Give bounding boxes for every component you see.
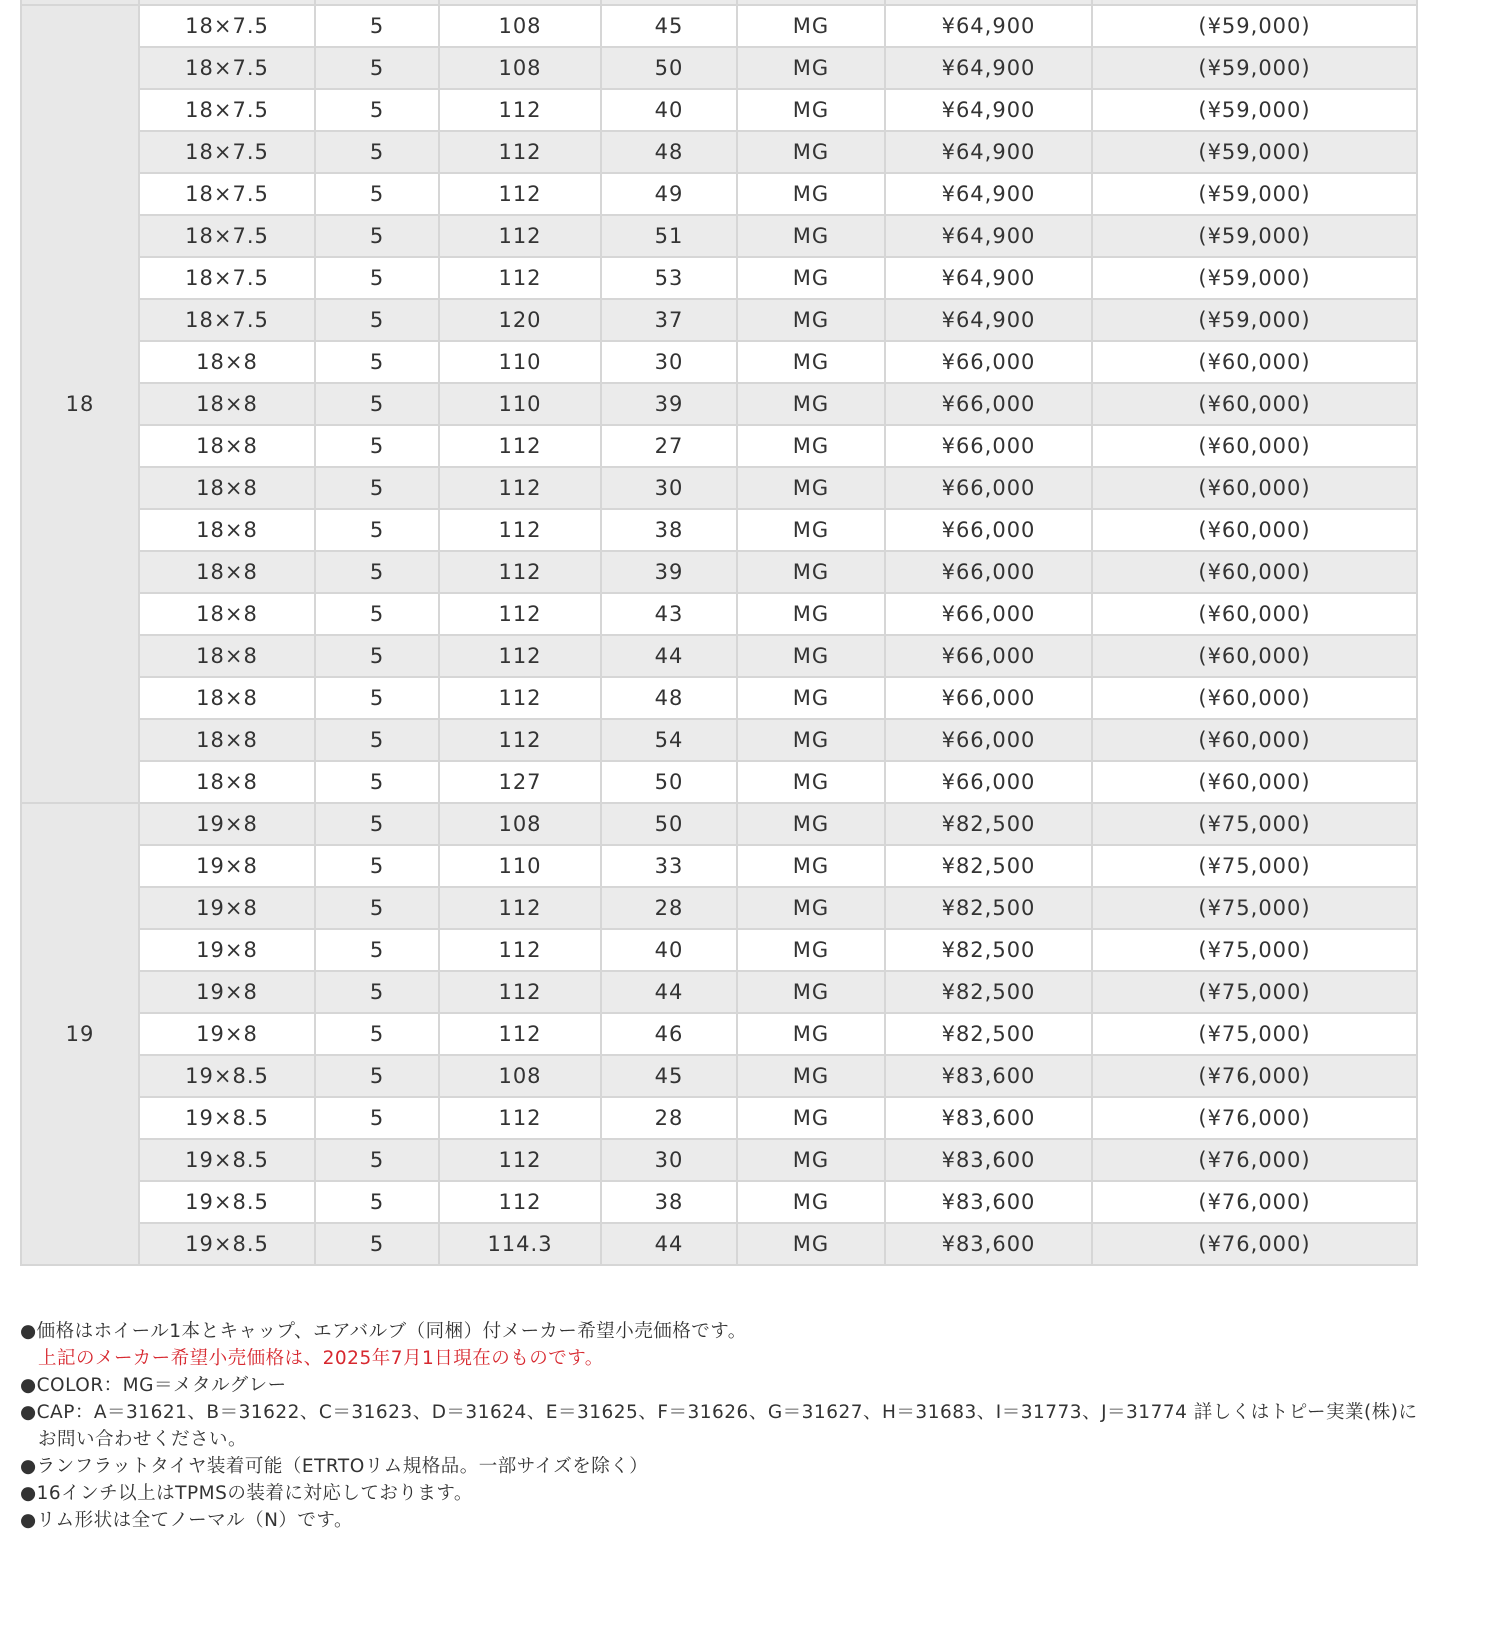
size-cell: 19×8 — [139, 929, 315, 971]
inset-cell: 49 — [601, 173, 737, 215]
size-cell: 19×8.5 — [139, 1055, 315, 1097]
color-cell: MG — [737, 425, 885, 467]
holes-cell: 5 — [315, 215, 439, 257]
pcd-cell: 112 — [439, 1139, 601, 1181]
color-cell: MG — [737, 341, 885, 383]
holes-cell: 5 — [315, 425, 439, 467]
inset-cell: 30 — [601, 341, 737, 383]
color-cell: MG — [737, 1139, 885, 1181]
color-cell: MG — [737, 257, 885, 299]
inset-cell: 45 — [601, 1055, 737, 1097]
holes-cell: 5 — [315, 509, 439, 551]
holes-cell: 5 — [315, 173, 439, 215]
color-cell: MG — [737, 509, 885, 551]
table-row — [21, 383, 1417, 425]
inset-cell: 44 — [601, 1223, 737, 1265]
table-row — [21, 1097, 1417, 1139]
price-ex-tax-cell: (¥76,000) — [1092, 1223, 1417, 1265]
price-cell: ¥66,000 — [885, 341, 1092, 383]
size-cell: 18×8 — [139, 509, 315, 551]
rim-note: ●リム形状は全てノーマル（N）です。 — [20, 1510, 353, 1531]
pcd-cell: 112 — [439, 215, 601, 257]
holes-cell: 5 — [315, 467, 439, 509]
price-ex-tax-cell: (¥59,000) — [1092, 173, 1417, 215]
price-ex-tax-cell: (¥59,000) — [1092, 257, 1417, 299]
color-cell: MG — [737, 971, 885, 1013]
price-ex-tax-cell: (¥75,000) — [1092, 887, 1417, 929]
pcd-cell: 112 — [439, 1097, 601, 1139]
price-ex-tax-cell: (¥76,000) — [1092, 1181, 1417, 1223]
color-cell: MG — [737, 719, 885, 761]
pcd-cell: 110 — [439, 845, 601, 887]
size-cell: 19×8 — [139, 887, 315, 929]
wheel-spec-table — [20, 0, 1418, 1266]
notes-section — [20, 1318, 1420, 1534]
inset-cell: 48 — [601, 677, 737, 719]
holes-cell: 5 — [315, 929, 439, 971]
table-row — [21, 971, 1417, 1013]
color-cell: MG — [737, 89, 885, 131]
pcd-cell: 108 — [439, 47, 601, 89]
price-cell: ¥66,000 — [885, 761, 1092, 803]
table-row — [21, 341, 1417, 383]
holes-cell: 5 — [315, 677, 439, 719]
holes-cell: 5 — [315, 803, 439, 845]
price-ex-tax-cell: (¥75,000) — [1092, 971, 1417, 1013]
holes-cell: 5 — [315, 1055, 439, 1097]
price-ex-tax-cell: (¥75,000) — [1092, 929, 1417, 971]
pcd-cell: 112 — [439, 887, 601, 929]
size-cell: 19×8.5 — [139, 1139, 315, 1181]
spec-table-body — [21, 0, 1417, 1265]
pcd-cell: 108 — [439, 1055, 601, 1097]
price-cell: ¥66,000 — [885, 425, 1092, 467]
size-cell: 18×7.5 — [139, 5, 315, 47]
color-cell: MG — [737, 1055, 885, 1097]
size-cell: 19×8 — [139, 803, 315, 845]
table-row — [21, 761, 1417, 803]
holes-cell: 5 — [315, 1139, 439, 1181]
price-cell: ¥66,000 — [885, 551, 1092, 593]
price-ex-tax-cell: (¥60,000) — [1092, 719, 1417, 761]
table-row — [21, 425, 1417, 467]
color-cell: MG — [737, 761, 885, 803]
price-cell: ¥66,000 — [885, 509, 1092, 551]
holes-cell: 5 — [315, 257, 439, 299]
table-row — [21, 929, 1417, 971]
price-ex-tax-cell: (¥60,000) — [1092, 551, 1417, 593]
table-row — [21, 1013, 1417, 1055]
price-ex-tax-cell: (¥59,000) — [1092, 215, 1417, 257]
price-cell: ¥82,500 — [885, 845, 1092, 887]
price-cell: ¥82,500 — [885, 971, 1092, 1013]
inset-cell: 39 — [601, 551, 737, 593]
table-row — [21, 887, 1417, 929]
table-row — [21, 47, 1417, 89]
color-cell: MG — [737, 929, 885, 971]
rim-diameter-cell: 19 — [21, 803, 139, 1265]
table-row — [21, 551, 1417, 593]
holes-cell: 5 — [315, 719, 439, 761]
holes-cell: 5 — [315, 383, 439, 425]
size-cell: 18×8 — [139, 761, 315, 803]
rim-diameter-cell: 18 — [21, 5, 139, 803]
inset-cell: 39 — [601, 383, 737, 425]
price-ex-tax-cell: (¥59,000) — [1092, 5, 1417, 47]
holes-cell: 5 — [315, 1223, 439, 1265]
pcd-cell: 112 — [439, 971, 601, 1013]
table-row — [21, 677, 1417, 719]
size-cell: 18×7.5 — [139, 257, 315, 299]
price-ex-tax-cell: (¥60,000) — [1092, 509, 1417, 551]
table-row — [21, 635, 1417, 677]
pcd-cell: 112 — [439, 131, 601, 173]
price-ex-tax-cell: (¥75,000) — [1092, 1013, 1417, 1055]
pcd-cell: 114.3 — [439, 1223, 601, 1265]
holes-cell: 5 — [315, 971, 439, 1013]
price-ex-tax-cell: (¥60,000) — [1092, 761, 1417, 803]
price-cell: ¥64,900 — [885, 215, 1092, 257]
price-cell: ¥64,900 — [885, 5, 1092, 47]
inset-cell: 28 — [601, 1097, 737, 1139]
price-ex-tax-cell: (¥76,000) — [1092, 1139, 1417, 1181]
price-cell: ¥66,000 — [885, 719, 1092, 761]
price-cell: ¥83,600 — [885, 1223, 1092, 1265]
table-row — [21, 5, 1417, 47]
inset-cell: 50 — [601, 761, 737, 803]
pcd-cell: 112 — [439, 677, 601, 719]
table-row — [21, 719, 1417, 761]
size-cell: 19×8 — [139, 845, 315, 887]
holes-cell: 5 — [315, 593, 439, 635]
inset-cell: 38 — [601, 509, 737, 551]
color-cell: MG — [737, 1013, 885, 1055]
size-cell: 18×7.5 — [139, 131, 315, 173]
table-row — [21, 593, 1417, 635]
price-ex-tax-cell: (¥76,000) — [1092, 1097, 1417, 1139]
pcd-cell: 112 — [439, 1181, 601, 1223]
price-cell: ¥82,500 — [885, 803, 1092, 845]
color-cell: MG — [737, 5, 885, 47]
color-cell: MG — [737, 1097, 885, 1139]
table-row — [21, 1055, 1417, 1097]
price-ex-tax-cell: (¥59,000) — [1092, 131, 1417, 173]
size-cell: 18×8 — [139, 425, 315, 467]
inset-cell: 51 — [601, 215, 737, 257]
inset-cell: 27 — [601, 425, 737, 467]
price-cell: ¥64,900 — [885, 173, 1092, 215]
pcd-cell: 110 — [439, 383, 601, 425]
inset-cell: 44 — [601, 971, 737, 1013]
price-ex-tax-cell: (¥59,000) — [1092, 89, 1417, 131]
color-cell: MG — [737, 383, 885, 425]
price-cell: ¥64,900 — [885, 47, 1092, 89]
inset-cell: 38 — [601, 1181, 737, 1223]
inset-cell: 48 — [601, 131, 737, 173]
holes-cell: 5 — [315, 341, 439, 383]
cap-note: ●CAP：A＝31621、B＝31622、C＝31623、D＝31624、E＝31625、F＝31626、G＝31627、H＝31683、I＝31773、J＝31774 詳しくはトピー実業(株)にお問い合わせください。 — [20, 1402, 1418, 1450]
table-row — [21, 173, 1417, 215]
inset-cell: 46 — [601, 1013, 737, 1055]
pcd-cell: 112 — [439, 719, 601, 761]
size-cell: 18×8 — [139, 551, 315, 593]
price-ex-tax-cell: (¥60,000) — [1092, 383, 1417, 425]
price-ex-tax-cell: (¥75,000) — [1092, 803, 1417, 845]
table-row — [21, 803, 1417, 845]
size-cell: 18×7.5 — [139, 299, 315, 341]
inset-cell: 43 — [601, 593, 737, 635]
table-row — [21, 1139, 1417, 1181]
size-cell: 18×8 — [139, 341, 315, 383]
holes-cell: 5 — [315, 47, 439, 89]
table-row — [21, 845, 1417, 887]
price-ex-tax-cell: (¥60,000) — [1092, 467, 1417, 509]
size-cell: 18×7.5 — [139, 47, 315, 89]
pcd-cell: 112 — [439, 593, 601, 635]
price-ex-tax-cell: (¥60,000) — [1092, 635, 1417, 677]
price-ex-tax-cell: (¥76,000) — [1092, 1055, 1417, 1097]
color-cell: MG — [737, 1181, 885, 1223]
pcd-cell: 112 — [439, 173, 601, 215]
color-cell: MG — [737, 173, 885, 215]
inset-cell: 30 — [601, 1139, 737, 1181]
holes-cell: 5 — [315, 1181, 439, 1223]
size-cell: 18×8 — [139, 719, 315, 761]
inset-cell: 33 — [601, 845, 737, 887]
size-cell: 18×8 — [139, 467, 315, 509]
size-cell: 19×8.5 — [139, 1181, 315, 1223]
holes-cell: 5 — [315, 299, 439, 341]
size-cell: 18×7.5 — [139, 89, 315, 131]
inset-cell: 45 — [601, 5, 737, 47]
pcd-cell: 112 — [439, 551, 601, 593]
pcd-cell: 112 — [439, 425, 601, 467]
size-cell: 18×8 — [139, 383, 315, 425]
price-cell: ¥66,000 — [885, 677, 1092, 719]
price-cell: ¥64,900 — [885, 89, 1092, 131]
table-row — [21, 1181, 1417, 1223]
pcd-cell: 112 — [439, 509, 601, 551]
holes-cell: 5 — [315, 1013, 439, 1055]
price-cell: ¥64,900 — [885, 257, 1092, 299]
color-cell: MG — [737, 845, 885, 887]
holes-cell: 5 — [315, 551, 439, 593]
table-row — [21, 131, 1417, 173]
size-cell: 18×7.5 — [139, 215, 315, 257]
size-cell: 19×8.5 — [139, 1097, 315, 1139]
runflat-note: ●ランフラットタイヤ装着可能（ETRTOリム規格品。一部サイズを除く） — [20, 1456, 649, 1477]
price-cell: ¥66,000 — [885, 593, 1092, 635]
holes-cell: 5 — [315, 131, 439, 173]
price-cell: ¥66,000 — [885, 383, 1092, 425]
pcd-cell: 108 — [439, 5, 601, 47]
color-cell: MG — [737, 677, 885, 719]
pcd-cell: 120 — [439, 299, 601, 341]
price-ex-tax-cell: (¥59,000) — [1092, 299, 1417, 341]
color-cell: MG — [737, 635, 885, 677]
price-ex-tax-cell: (¥59,000) — [1092, 47, 1417, 89]
price-cell: ¥64,900 — [885, 131, 1092, 173]
price-cell: ¥66,000 — [885, 467, 1092, 509]
inset-cell: 54 — [601, 719, 737, 761]
color-cell: MG — [737, 593, 885, 635]
color-cell: MG — [737, 551, 885, 593]
inset-cell: 44 — [601, 635, 737, 677]
pcd-cell: 127 — [439, 761, 601, 803]
holes-cell: 5 — [315, 5, 439, 47]
pcd-cell: 112 — [439, 635, 601, 677]
inset-cell: 40 — [601, 929, 737, 971]
color-cell: MG — [737, 131, 885, 173]
inset-cell: 40 — [601, 89, 737, 131]
size-cell: 19×8 — [139, 971, 315, 1013]
color-cell: MG — [737, 299, 885, 341]
color-note: ●COLOR：MG＝メタルグレー — [20, 1375, 287, 1396]
price-ex-tax-cell: (¥60,000) — [1092, 677, 1417, 719]
table-row — [21, 215, 1417, 257]
color-cell: MG — [737, 215, 885, 257]
holes-cell: 5 — [315, 761, 439, 803]
color-cell: MG — [737, 887, 885, 929]
pcd-cell: 112 — [439, 1013, 601, 1055]
inset-cell: 30 — [601, 467, 737, 509]
price-ex-tax-cell: (¥75,000) — [1092, 845, 1417, 887]
holes-cell: 5 — [315, 635, 439, 677]
pcd-cell: 108 — [439, 803, 601, 845]
color-cell: MG — [737, 467, 885, 509]
size-cell: 19×8.5 — [139, 1223, 315, 1265]
table-row — [21, 257, 1417, 299]
table-row — [21, 299, 1417, 341]
price-cell: ¥82,500 — [885, 1013, 1092, 1055]
size-cell: 19×8 — [139, 1013, 315, 1055]
table-row — [21, 509, 1417, 551]
holes-cell: 5 — [315, 845, 439, 887]
table-row — [21, 467, 1417, 509]
color-cell: MG — [737, 803, 885, 845]
price-cell: ¥66,000 — [885, 635, 1092, 677]
price-note: ●価格はホイール1本とキャップ、エアバルブ（同梱）付メーカー希望小売価格です。 — [20, 1321, 747, 1342]
price-ex-tax-cell: (¥60,000) — [1092, 425, 1417, 467]
table-row — [21, 1223, 1417, 1265]
pcd-cell: 110 — [439, 341, 601, 383]
price-cell: ¥82,500 — [885, 929, 1092, 971]
size-cell: 18×8 — [139, 593, 315, 635]
price-date-note: 上記のメーカー希望小売価格は、2025年7月1日現在のものです。 — [38, 1348, 604, 1369]
price-cell: ¥64,900 — [885, 299, 1092, 341]
price-cell: ¥83,600 — [885, 1097, 1092, 1139]
table-row — [21, 89, 1417, 131]
holes-cell: 5 — [315, 887, 439, 929]
size-cell: 18×7.5 — [139, 173, 315, 215]
inset-cell: 53 — [601, 257, 737, 299]
price-cell: ¥82,500 — [885, 887, 1092, 929]
tpms-note: ●16インチ以上はTPMSの装着に対応しております。 — [20, 1483, 473, 1504]
price-ex-tax-cell: (¥60,000) — [1092, 593, 1417, 635]
price-ex-tax-cell: (¥60,000) — [1092, 341, 1417, 383]
color-cell: MG — [737, 1223, 885, 1265]
size-cell: 18×8 — [139, 677, 315, 719]
pcd-cell: 112 — [439, 467, 601, 509]
pcd-cell: 112 — [439, 929, 601, 971]
holes-cell: 5 — [315, 1097, 439, 1139]
inset-cell: 37 — [601, 299, 737, 341]
inset-cell: 50 — [601, 47, 737, 89]
inset-cell: 28 — [601, 887, 737, 929]
price-cell: ¥83,600 — [885, 1139, 1092, 1181]
size-cell: 18×8 — [139, 635, 315, 677]
pcd-cell: 112 — [439, 89, 601, 131]
price-cell: ¥83,600 — [885, 1055, 1092, 1097]
inset-cell: 50 — [601, 803, 737, 845]
holes-cell: 5 — [315, 89, 439, 131]
price-cell: ¥83,600 — [885, 1181, 1092, 1223]
color-cell: MG — [737, 47, 885, 89]
pcd-cell: 112 — [439, 257, 601, 299]
